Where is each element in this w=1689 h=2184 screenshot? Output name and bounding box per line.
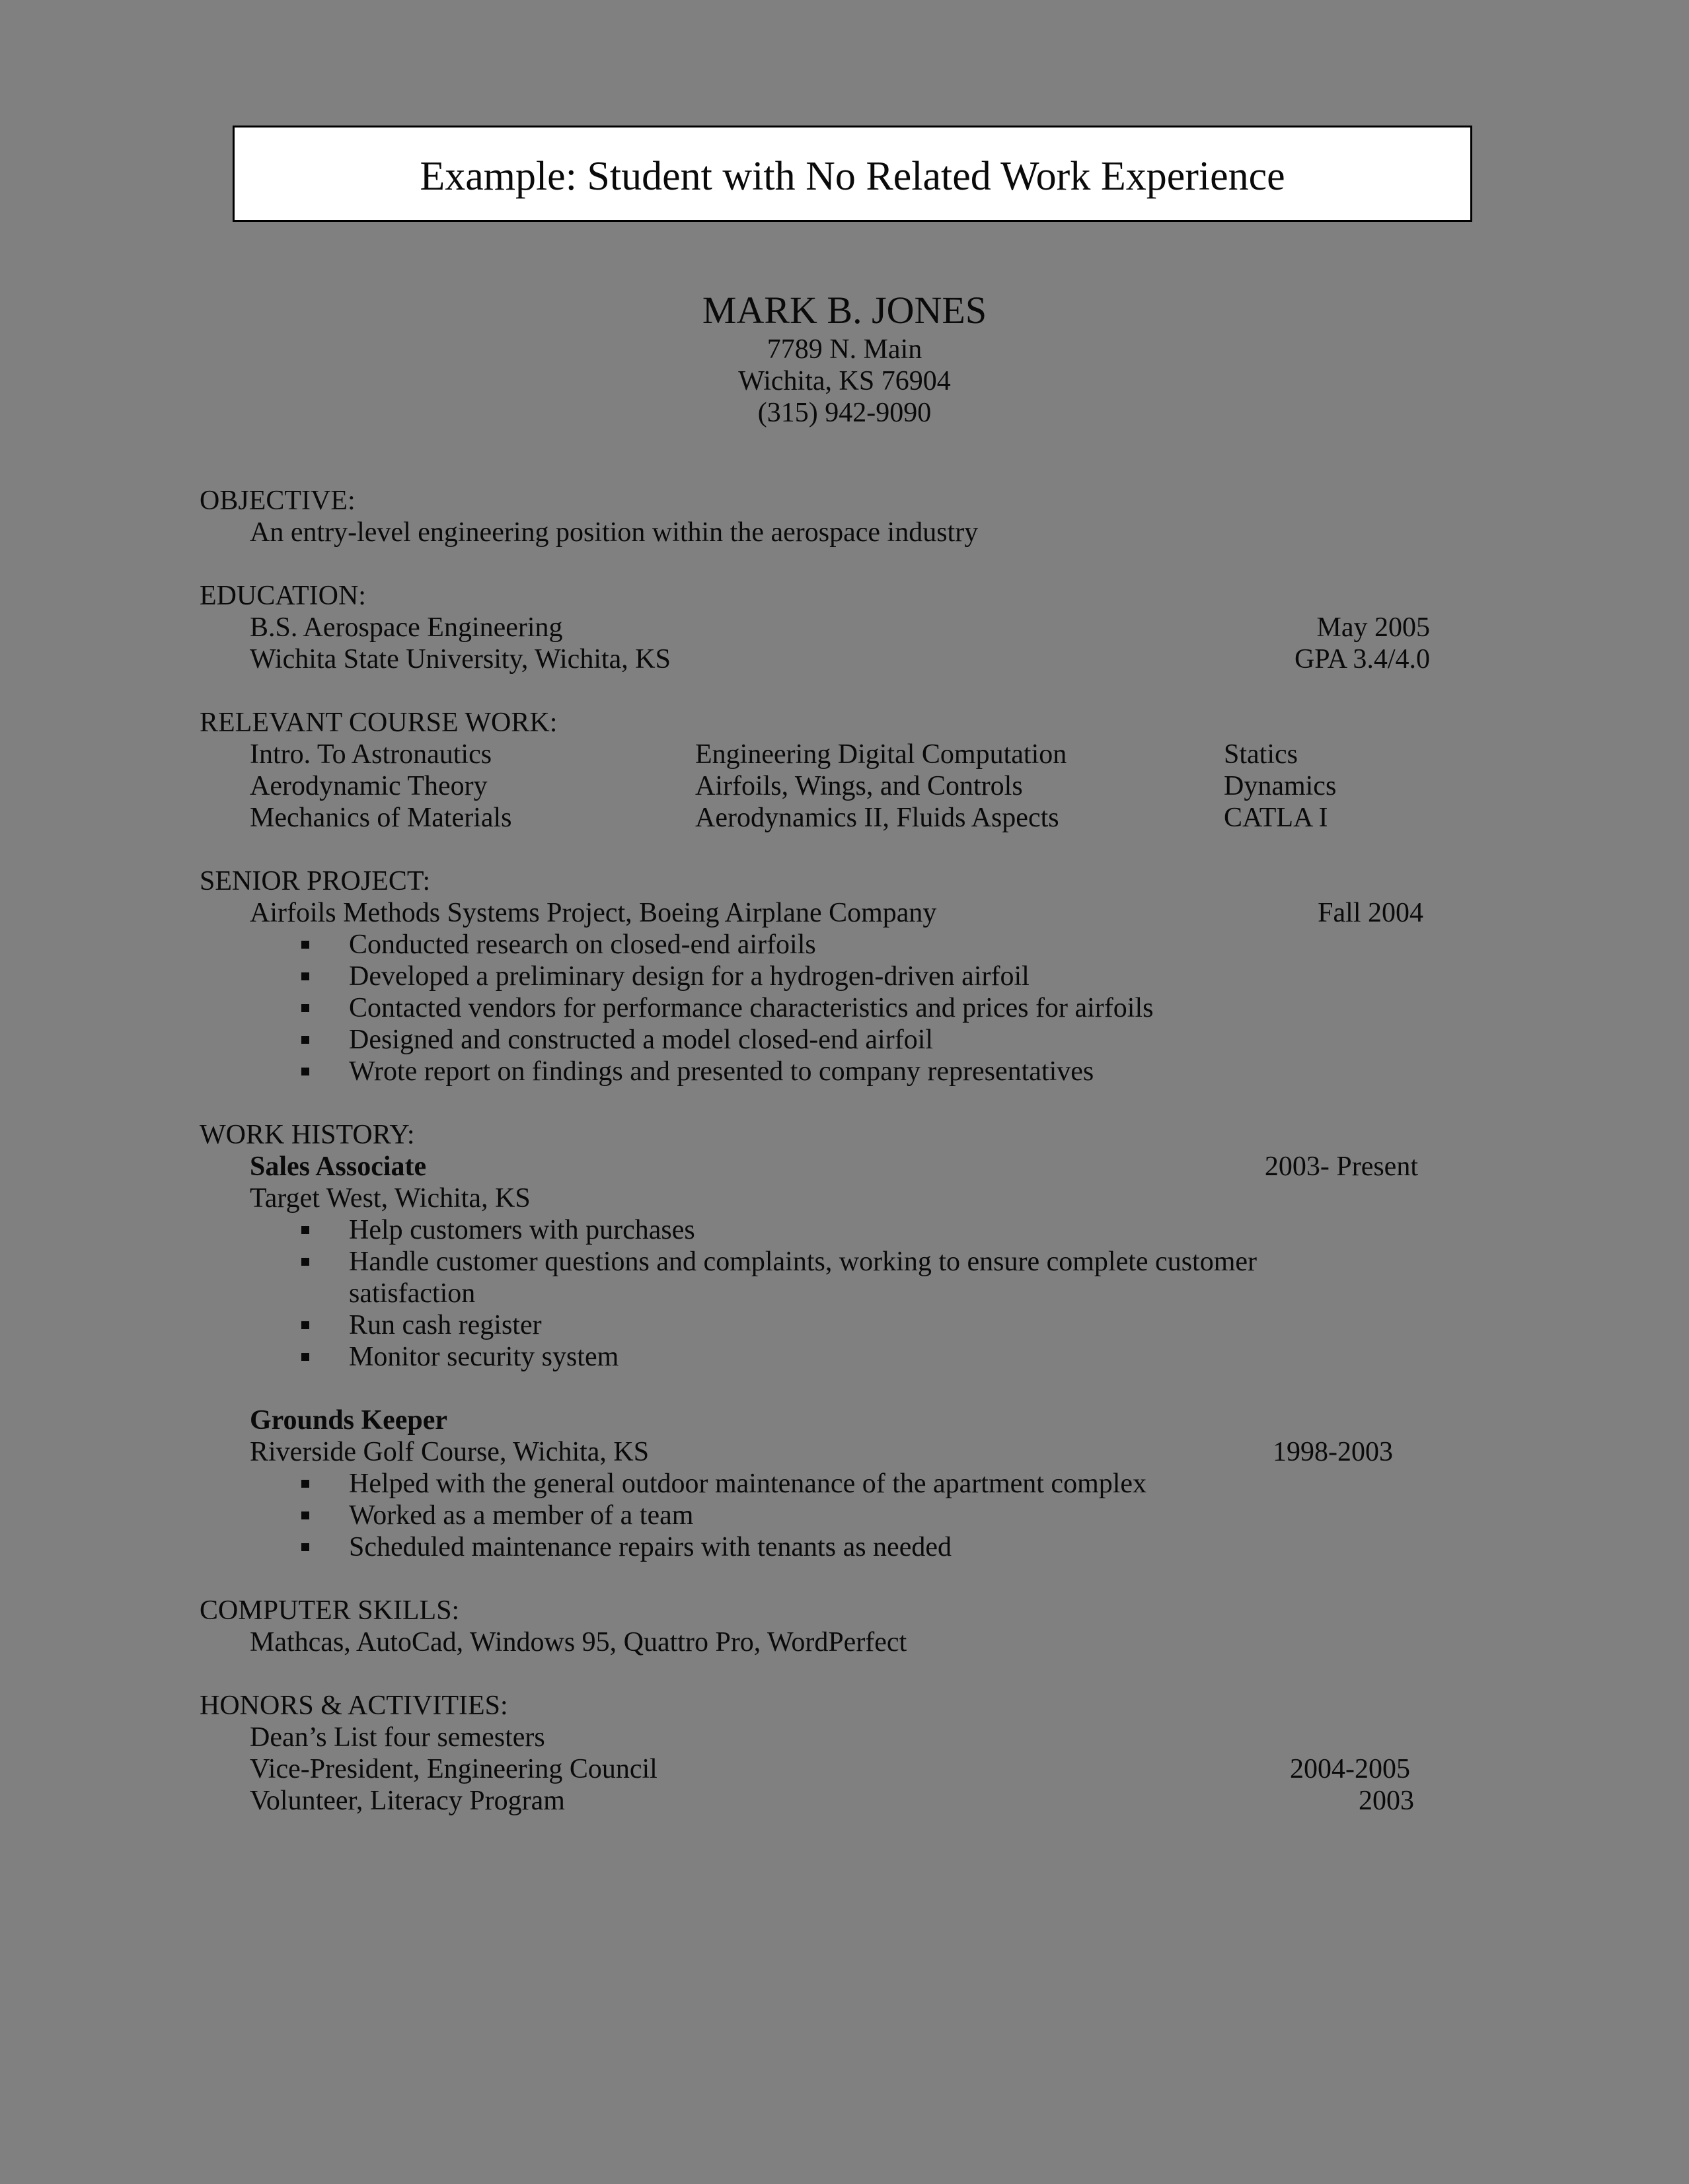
course-item: Mechanics of Materials (250, 803, 512, 833)
bullet-marker (301, 1353, 309, 1361)
bullet-marker (301, 1480, 309, 1488)
course-item: Dynamics (1224, 771, 1337, 801)
address-city: Wichita, KS 76904 (738, 366, 951, 396)
list-item: Handle customer questions and complaints, working to ensure complete customer (349, 1247, 1257, 1277)
bullet-marker (301, 941, 309, 949)
example-banner: Example: Student with No Related Work Experience (233, 126, 1472, 222)
computer-skills-heading: COMPUTER SKILLS: (200, 1595, 460, 1626)
honors-heading: HONORS & ACTIVITIES: (200, 1691, 508, 1721)
bullet-marker (301, 1068, 309, 1075)
course-item: Aerodynamics II, Fluids Aspects (695, 803, 1059, 833)
bullet-marker (301, 1226, 309, 1234)
education-date: May 2005 (1316, 612, 1430, 643)
senior-project-date: Fall 2004 (1318, 898, 1423, 928)
job-place: Riverside Golf Course, Wichita, KS (250, 1437, 650, 1467)
job-date: 2003- Present (1264, 1151, 1418, 1182)
objective-text: An entry-level engineering position within the aerospace industry (250, 517, 979, 548)
list-item-continuation: satisfaction (349, 1278, 476, 1309)
applicant-name: MARK B. JONES (702, 289, 987, 332)
list-item: Helped with the general outdoor maintenance of the apartment complex (349, 1469, 1147, 1499)
job-date: 1998-2003 (1273, 1437, 1393, 1467)
course-item: Intro. To Astronautics (250, 739, 492, 770)
course-item: Engineering Digital Computation (695, 739, 1067, 770)
computer-skills-text: Mathcas, AutoCad, Windows 95, Quattro Pro, WordPerfect (250, 1627, 907, 1657)
coursework-heading: RELEVANT COURSE WORK: (200, 708, 558, 738)
list-item: Contacted vendors for performance characteristics and prices for airfoils (349, 993, 1154, 1023)
honor-item: Volunteer, Literacy Program (250, 1786, 565, 1816)
bullet-marker (301, 1543, 309, 1551)
work-history-heading: WORK HISTORY: (200, 1120, 415, 1150)
job-title: Sales Associate (250, 1151, 427, 1182)
senior-project-title: Airfoils Methods Systems Project, Boeing Airplane Company (250, 898, 937, 928)
course-item: Aerodynamic Theory (250, 771, 488, 801)
address-street: 7789 N. Main (767, 334, 922, 365)
job-title: Grounds Keeper (250, 1405, 448, 1436)
bullet-marker (301, 1321, 309, 1329)
course-item: Airfoils, Wings, and Controls (695, 771, 1023, 801)
list-item: Conducted research on closed-end airfoils (349, 929, 816, 960)
list-item: Run cash register (349, 1310, 542, 1340)
bullet-marker (301, 1511, 309, 1519)
list-item: Wrote report on findings and presented to company representatives (349, 1056, 1094, 1087)
list-item: Designed and constructed a model closed-end airfoil (349, 1025, 934, 1055)
honor-date: 2004-2005 (1290, 1754, 1410, 1784)
bullet-marker (301, 1036, 309, 1044)
list-item: Developed a preliminary design for a hydrogen-driven airfoil (349, 961, 1030, 992)
honor-item: Vice-President, Engineering Council (250, 1754, 657, 1784)
objective-heading: OBJECTIVE: (200, 486, 356, 516)
education-degree: B.S. Aerospace Engineering (250, 612, 563, 643)
phone-number: (315) 942-9090 (757, 398, 932, 428)
list-item: Monitor security system (349, 1342, 619, 1372)
course-item: CATLA I (1224, 803, 1328, 833)
education-heading: EDUCATION: (200, 581, 366, 611)
list-item: Worked as a member of a team (349, 1500, 694, 1531)
job-place: Target West, Wichita, KS (250, 1183, 531, 1214)
list-item: Help customers with purchases (349, 1215, 695, 1245)
course-item: Statics (1224, 739, 1298, 770)
education-gpa: GPA 3.4/4.0 (1294, 644, 1430, 674)
bullet-marker (301, 1258, 309, 1266)
bullet-marker (301, 972, 309, 980)
education-school: Wichita State University, Wichita, KS (250, 644, 671, 674)
honor-date: 2003 (1359, 1786, 1414, 1816)
bullet-marker (301, 1004, 309, 1012)
honor-item: Dean’s List four semesters (250, 1722, 545, 1753)
list-item: Scheduled maintenance repairs with tenants as needed (349, 1532, 952, 1562)
senior-project-heading: SENIOR PROJECT: (200, 866, 431, 896)
